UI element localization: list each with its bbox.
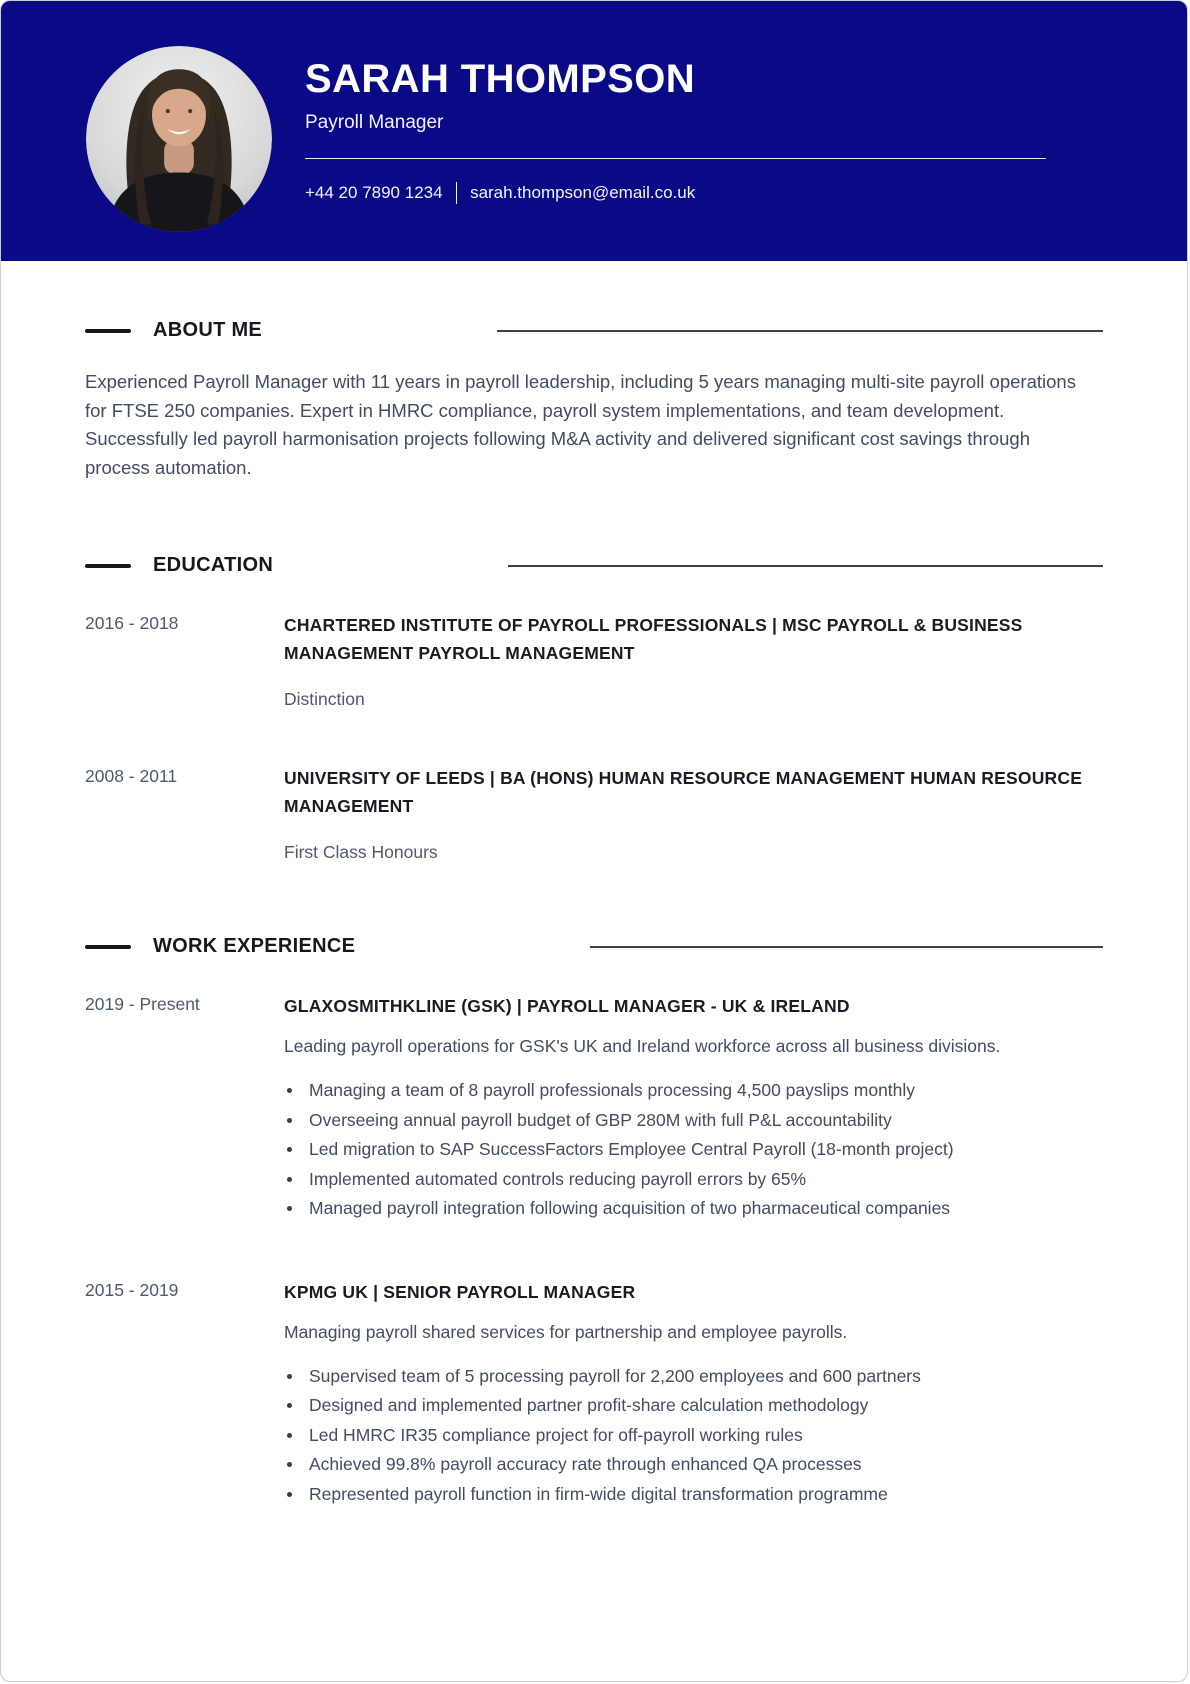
achievement-item: Managed payroll integration following acquisition of two pharmaceutical companies xyxy=(284,1194,1103,1224)
about-section-title: ABOUT ME xyxy=(153,319,263,341)
education-section xyxy=(85,554,1103,863)
entry-grade: Distinction xyxy=(284,689,365,709)
experience-section xyxy=(85,935,1103,1509)
education-section-header xyxy=(85,554,1103,577)
education-entry xyxy=(85,764,1103,863)
achievement-item: Implemented automated controls reducing payroll errors by 65% xyxy=(284,1165,1103,1195)
candidate-job-title: Payroll Manager xyxy=(305,112,444,133)
entry-dates: 2008 - 2011 xyxy=(85,766,178,786)
entry-summary: Managing payroll shared services for partnership and employee payrolls. xyxy=(284,1321,848,1342)
entry-dates: 2015 - 2019 xyxy=(85,1279,179,1300)
experience-section-title: WORK EXPERIENCE xyxy=(153,935,356,957)
about-section xyxy=(85,319,1103,482)
education-section-title: EDUCATION xyxy=(153,554,274,576)
contact-separator xyxy=(456,182,458,204)
achievement-item: Overseeing annual payroll budget of GBP 280M with full P&L accountability xyxy=(284,1106,1103,1136)
entry-body xyxy=(284,992,1103,1224)
education-entries xyxy=(85,611,1103,863)
section-rule xyxy=(497,330,1103,332)
entry-grade: First Class Honours xyxy=(284,842,438,862)
entry-body xyxy=(284,764,1103,863)
entry-body xyxy=(284,1278,1103,1510)
candidate-name: SARAH THOMPSON xyxy=(305,57,696,101)
email-address: sarah.thompson@email.co.uk xyxy=(470,183,696,202)
about-text: Experienced Payroll Manager with 11 years in payroll leadership, including 5 years managing multi-site payroll operations for FTSE 250 companies. Expert in HMRC compliance, payroll system implementations, and team development. Successfully led payroll harmonisation projects following M&A activity and delivered significant cost savings through process automation. xyxy=(85,371,1076,478)
entry-dates: 2016 - 2018 xyxy=(85,613,179,633)
achievement-item: Achieved 99.8% payroll accuracy rate through enhanced QA processes xyxy=(284,1450,1103,1480)
entry-title: CHARTERED INSTITUTE OF PAYROLL PROFESSIONALS | MSC PAYROLL & BUSINESS MANAGEMENT PAYROLL MANAGEMENT xyxy=(284,615,1023,663)
entry-title: KPMG UK | SENIOR PAYROLL MANAGER xyxy=(284,1281,636,1302)
entry-title: GLAXOSMITHKLINE (GSK) | PAYROLL MANAGER - UK & IRELAND xyxy=(284,996,850,1016)
achievement-item: Represented payroll function in firm-wide digital transformation programme xyxy=(284,1480,1103,1510)
experience-entry xyxy=(85,1278,1103,1510)
entry-body xyxy=(284,611,1103,710)
phone-number: +44 20 7890 1234 xyxy=(305,183,443,202)
experience-entries xyxy=(85,992,1103,1509)
about-section-header xyxy=(85,319,1103,342)
section-rule xyxy=(590,946,1103,948)
section-dash xyxy=(85,945,131,949)
education-entry xyxy=(85,611,1103,710)
header-text-block xyxy=(305,46,1102,204)
resume-body xyxy=(1,319,1187,1509)
achievement-list xyxy=(284,1362,1103,1510)
contact-line xyxy=(305,182,1102,204)
header-divider xyxy=(305,158,1046,159)
section-rule xyxy=(508,565,1103,567)
achievement-item: Led HMRC IR35 compliance project for off-payroll working rules xyxy=(284,1421,1103,1451)
achievement-item: Designed and implemented partner profit-share calculation methodology xyxy=(284,1391,1103,1421)
achievement-list xyxy=(284,1076,1103,1224)
achievement-item: Supervised team of 5 processing payroll for 2,200 employees and 600 partners xyxy=(284,1362,1103,1392)
section-dash xyxy=(85,329,131,333)
resume-header xyxy=(1,1,1187,261)
achievement-item: Led migration to SAP SuccessFactors Employee Central Payroll (18-month project) xyxy=(284,1135,1103,1165)
section-dash xyxy=(85,564,131,568)
entry-summary: Leading payroll operations for GSK's UK and Ireland workforce across all business divisions. xyxy=(284,1036,1001,1056)
profile-photo xyxy=(86,46,272,232)
achievement-item: Managing a team of 8 payroll professionals processing 4,500 payslips monthly xyxy=(284,1076,1103,1106)
entry-dates: 2019 - Present xyxy=(85,994,200,1014)
profile-photo-illustration xyxy=(86,46,272,232)
experience-entry xyxy=(85,992,1103,1224)
experience-section-header xyxy=(85,935,1103,958)
entry-title: UNIVERSITY OF LEEDS | BA (HONS) HUMAN RESOURCE MANAGEMENT HUMAN RESOURCE MANAGEMENT xyxy=(284,768,1083,816)
